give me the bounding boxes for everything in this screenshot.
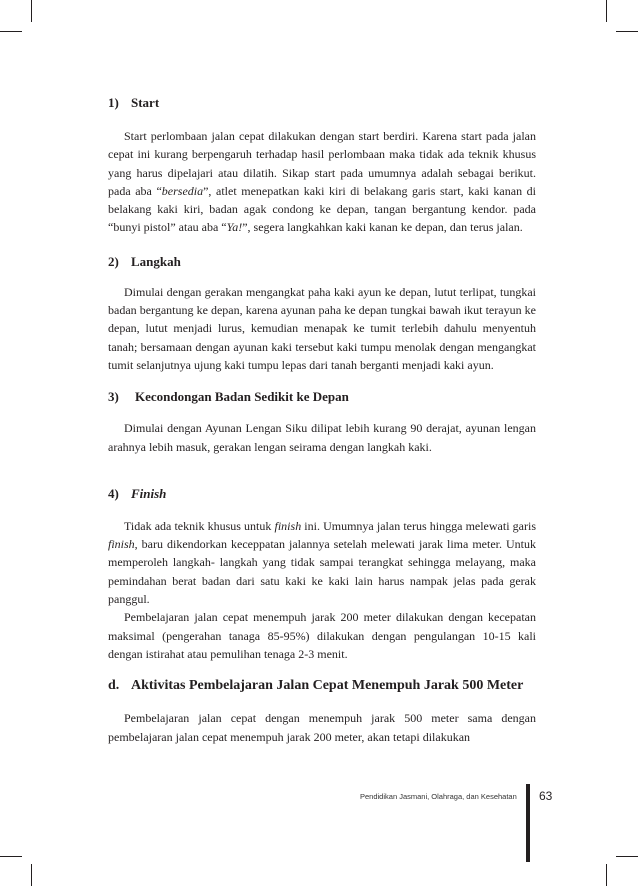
section-heading-langkah xyxy=(108,253,536,270)
section-heading-kecondongan xyxy=(108,388,536,405)
section-heading-finish xyxy=(108,485,536,502)
crop-mark xyxy=(606,0,607,22)
paragraph-text: Dimulai dengan Ayunan Lengan Siku dilipat lebih kurang 90 derajat, ayunan lengan arahnya lebih masuk, gerakan lengan seirama dengan langkah kaki. xyxy=(108,421,536,454)
crop-mark xyxy=(616,31,638,32)
section-number: 1) xyxy=(108,95,119,110)
footer-divider xyxy=(526,784,530,862)
section-paragraph xyxy=(108,709,536,746)
page-number: 63 xyxy=(539,789,553,803)
section-title: Langkah xyxy=(131,253,181,269)
crop-mark xyxy=(31,864,32,886)
section-title: Finish xyxy=(131,485,167,501)
crop-mark xyxy=(0,31,22,32)
section-title: Aktivitas Pembelajaran Jalan Cepat Menempuh Jarak 500 Meter xyxy=(131,678,524,694)
section-title: Start xyxy=(131,95,160,110)
section-heading-start xyxy=(108,94,536,111)
paragraph-text: Start perlombaan jalan cepat dilakukan dengan start berdiri. Karena start pada jalan cepat ini kurang berpengaruh terhadap hasil perlombaan maka tidak ada teknik khusus yang harus dipelajari atau dilatih. Sikap start pada umumnya adalah sebagai berikut. pada aba “bersedia”, atlet menepatkan kaki kiri di belakang garis start, kaki kanan di belakang kaki kiri, badan agak condong ke depan, tangan bergantung kendor. pada “bunyi pistol” atau aba “Ya!”, segera langkahkan kaki kanan ke depan, dan terus jalan. xyxy=(108,129,536,235)
section-paragraph xyxy=(108,419,536,456)
section-number: 3) xyxy=(108,389,119,405)
paragraph-text: Dimulai dengan gerakan mengangkat paha kaki ayun ke depan, lutut terlipat, tungkai badan bergantung ke depan, karena ayunan paha ke depan tungkai bawah ikut terayun ke depan, lutut menjadi lurus, kemudian menapak ke tumit terlebih dahulu menyentuh tanah; bersamaan dengan ayunan kaki tersebut kaki tumpu menolak dengan mengangkat tumit selanjutnya ujung kaki tumpu lepas dari tanah berganti menjadi kaki ayun. xyxy=(108,284,536,372)
section-title: Kecondongan Badan Sedikit ke Depan xyxy=(135,389,349,405)
paragraph-text: Pembelajaran jalan cepat dengan menempuh jarak 500 meter sama dengan pembelajaran jalan cepat menempuh jarak 200 meter, akan tetapi dilakukan xyxy=(108,711,536,744)
section-paragraph xyxy=(108,283,536,374)
crop-mark xyxy=(606,864,607,886)
section-number: 4) xyxy=(108,485,119,501)
page-content xyxy=(108,94,536,746)
section-heading-aktivitas xyxy=(108,677,536,694)
crop-mark xyxy=(0,856,22,857)
crop-mark xyxy=(616,856,638,857)
paragraph-text: Tidak ada teknik khusus untuk finish ini. Umumnya jalan terus hingga melewati garis finish, baru dikendorkan keceppatan jalannya setelah melewati jarak lima meter. Untuk memperoleh langkah- langkah yang tidak sampai terangkat sehingga melayang, maka pemindahan berat badan dari satu kaki ke kaki lain harus nampak jelas pada gerak panggul. xyxy=(108,518,536,607)
section-paragraph xyxy=(108,517,536,608)
section-number: 2) xyxy=(108,253,119,269)
crop-mark xyxy=(31,0,32,22)
section-paragraph xyxy=(108,127,536,237)
section-number: d. xyxy=(108,678,120,694)
footer-book-title: Pendidikan Jasmani, Olahraga, dan Kesehatan xyxy=(360,792,517,801)
section-paragraph xyxy=(108,608,536,663)
paragraph-text: Pembelajaran jalan cepat menempuh jarak 200 meter dilakukan dengan kecepatan maksimal (pengerahan tanaga 85-95%) dilakukan dengan pengulangan 10-15 kali dengan istirahat atau pemulihan tenaga 2-3 menit. xyxy=(108,610,536,661)
